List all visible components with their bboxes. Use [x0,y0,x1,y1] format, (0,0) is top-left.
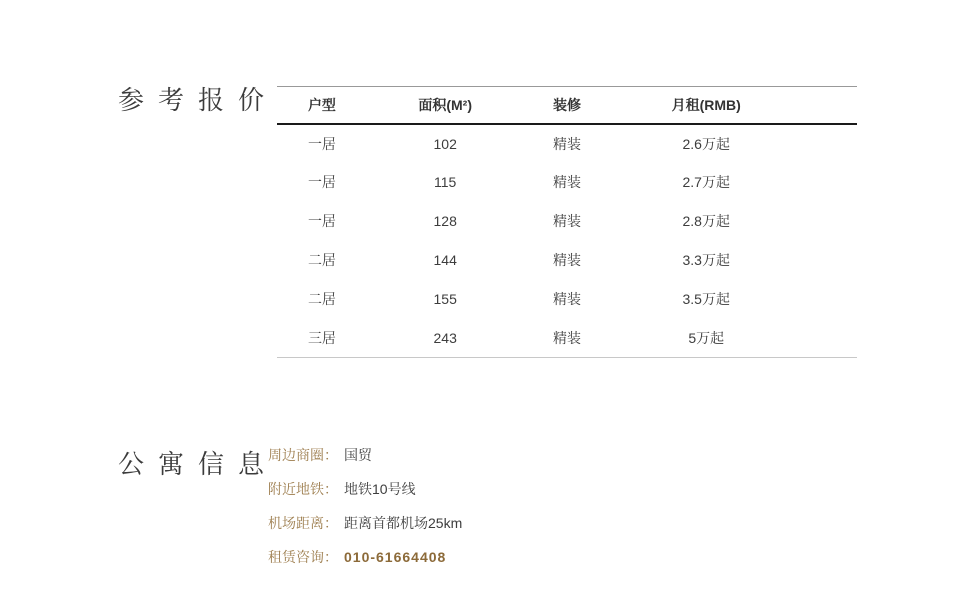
cell-decoration: 精装 [552,213,581,229]
info-item [268,448,462,463]
cell-area: 115 [434,174,457,190]
cell-decoration: 精装 [552,291,581,307]
cell-monthly-rent: 2.7万起 [682,174,730,190]
cell-area: 243 [433,329,457,346]
info-label: 机场距离： [268,515,338,531]
cell-decoration: 精装 [552,135,581,152]
table-row [277,124,857,163]
cell-unit-type: 一居 [307,174,336,190]
info-item [268,516,462,531]
info-item [268,550,462,565]
table-row [277,319,857,358]
cell-unit-type: 二居 [307,252,336,268]
info-value: 国贸 [344,447,372,463]
cell-monthly-rent: 2.6万起 [682,135,730,152]
cell-monthly-rent: 3.5万起 [682,291,730,307]
column-header: 户型 [307,96,336,113]
apartment-info-list [268,448,462,584]
cell-area: 155 [433,291,457,307]
table-row [277,241,857,280]
cell-monthly-rent: 5万起 [688,329,725,346]
info-item [268,482,462,497]
cell-unit-type: 二居 [307,291,336,307]
cell-area: 128 [433,213,457,229]
cell-unit-type: 一居 [307,213,336,229]
cell-decoration: 精装 [552,174,581,190]
cell-unit-type: 三居 [307,329,336,346]
table-row [277,202,857,241]
cell-decoration: 精装 [552,252,581,268]
quote-section-title: 参考报价 [118,85,279,115]
cell-decoration: 精装 [552,329,581,346]
info-label: 附近地铁： [268,481,338,497]
info-section-title: 公寓信息 [118,449,279,479]
cell-area: 144 [433,252,457,268]
cell-monthly-rent: 3.3万起 [682,252,730,268]
info-value: 010-61664408 [344,549,447,565]
table-row [277,163,857,202]
cell-area: 102 [433,135,457,152]
header-row [277,87,857,124]
quote-table [277,86,857,358]
quote-table-head [277,87,857,124]
column-header: 面积(M²) [418,96,473,113]
cell-monthly-rent: 2.8万起 [682,213,730,229]
quote-table-container [277,86,857,358]
cell-unit-type: 一居 [307,135,336,152]
info-label: 周边商圈： [268,447,338,463]
column-header: 月租(RMB) [671,96,741,113]
info-value: 地铁10号线 [344,481,416,497]
column-header: 装修 [552,96,581,113]
info-value: 距离首都机场25km [344,515,463,531]
quote-table-body [277,124,857,358]
table-row [277,280,857,319]
info-label: 租赁咨询： [268,549,338,565]
